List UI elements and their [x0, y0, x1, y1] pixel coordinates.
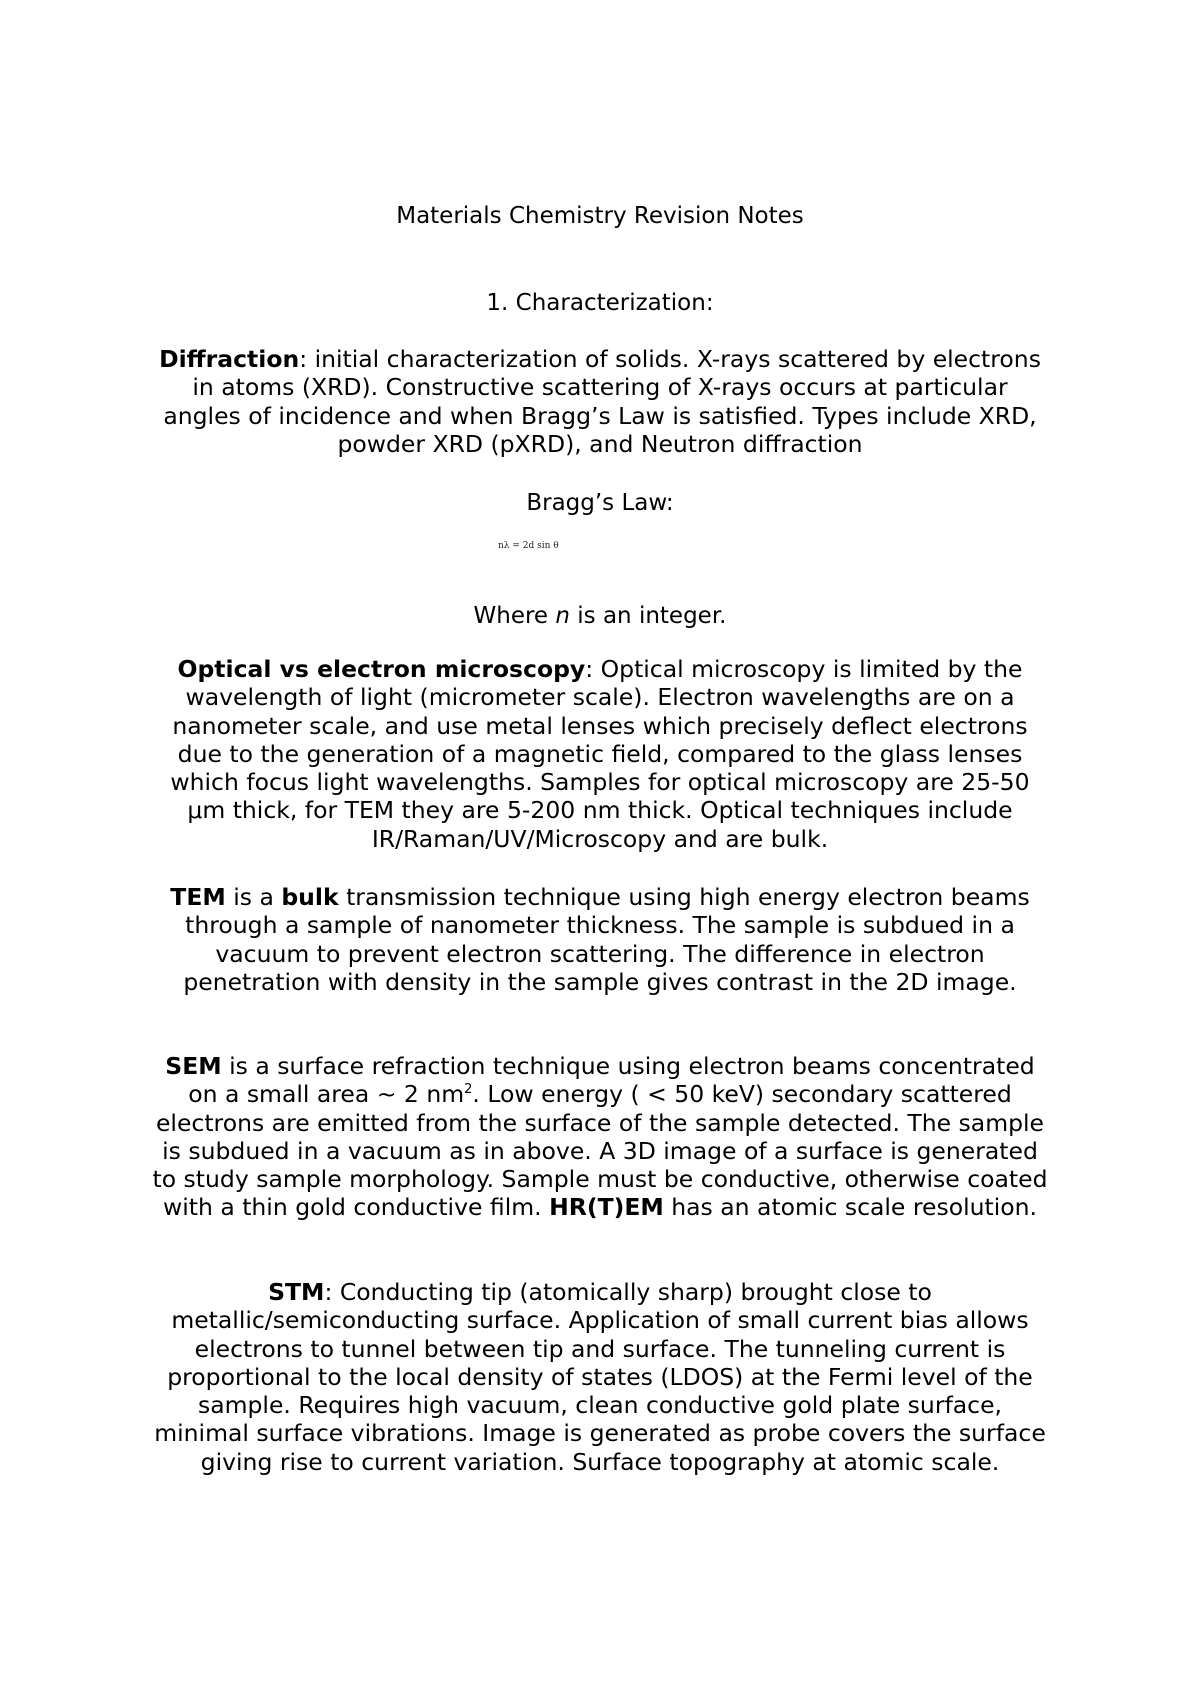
sem-text-b: . Low energy ( < 50 keV) secondary scattered electrons are emitted from the surface of the sample detected. The sample is subdued in a vacuum as in above. A 3D image of a surface is generated to study sample morphology. Sample must be conductive, otherwise coated with a thin gold conductive film. [152, 1080, 1048, 1222]
sem-paragraph [150, 1052, 1050, 1222]
bragg-law-label: Bragg’s Law: [526, 490, 674, 516]
document-title: Materials Chemistry Revision Notes [396, 203, 804, 229]
stm-term: STM [268, 1278, 325, 1306]
tem-text-a: is a [225, 883, 282, 911]
tem-bulk: bulk [281, 883, 339, 911]
where-prefix: Where [473, 603, 556, 629]
optical-term: Optical vs electron microscopy [177, 655, 586, 683]
tem-paragraph [150, 883, 1050, 996]
section-heading: 1. Characterization: [486, 290, 714, 316]
where-suffix: is an integer. [569, 603, 727, 629]
tem-text-b: transmission technique using high energy electron beams through a sample of nanometer thickness. The sample is subdued in a vacuum to prevent electron scattering. The difference in electron penetration with density in the sample gives contrast in the 2D image. [183, 883, 1030, 996]
sem-hrtem: HR(T)EM [549, 1193, 664, 1222]
optical-paragraph [150, 655, 1050, 853]
sem-text-c: has an atomic scale resolution. [663, 1193, 1037, 1222]
diffraction-term: Diffraction [159, 345, 300, 373]
optical-text: : Optical microscopy is limited by the wavelength of light (micrometer scale). Electron wavelengths are on a nanometer scale, and use metal lenses which precisely deflect electrons due to the generation of a magnetic field, compared to the glass lenses which focus light wavelengths. Samples for optical microscopy are 25-50 μm thick, for TEM they are 5-200 nm thick. Optical techniques include IR/Raman/UV/Microscopy and are bulk. [170, 655, 1030, 853]
where-line [0, 600, 1200, 632]
tem-term: TEM [170, 883, 226, 911]
sem-term: SEM [165, 1052, 222, 1080]
bragg-equation: nλ = 2d sin θ [498, 541, 559, 551]
where-variable: n [555, 603, 570, 629]
stm-paragraph [150, 1278, 1050, 1476]
diffraction-paragraph [150, 345, 1050, 458]
sem-superscript: 2 [464, 1082, 473, 1098]
sem-text-a: is a surface refraction technique using electron beams concentrated on a small area ~ 2 nm [188, 1052, 1035, 1109]
stm-text: : Conducting tip (atomically sharp) brought close to metallic/semiconducting surface. Application of small current bias allows electrons to tunnel between tip and surface. The tunneling current is proportional to the local density of states (LDOS) at the Fermi level of the sample. Requires high vacuum, clean conductive gold plate surface, minimal surface vibrations. Image is generated as probe covers the surface giving rise to current variation. Surface topography at atomic scale. [154, 1278, 1046, 1476]
diffraction-text: : initial characterization of solids. X-rays scattered by electrons in atoms (XRD). Constructive scattering of X-rays occurs at particular angles of incidence and when Bragg’s Law is satisfied. Types include XRD, powder XRD (pXRD), and Neutron diffraction [163, 345, 1041, 458]
